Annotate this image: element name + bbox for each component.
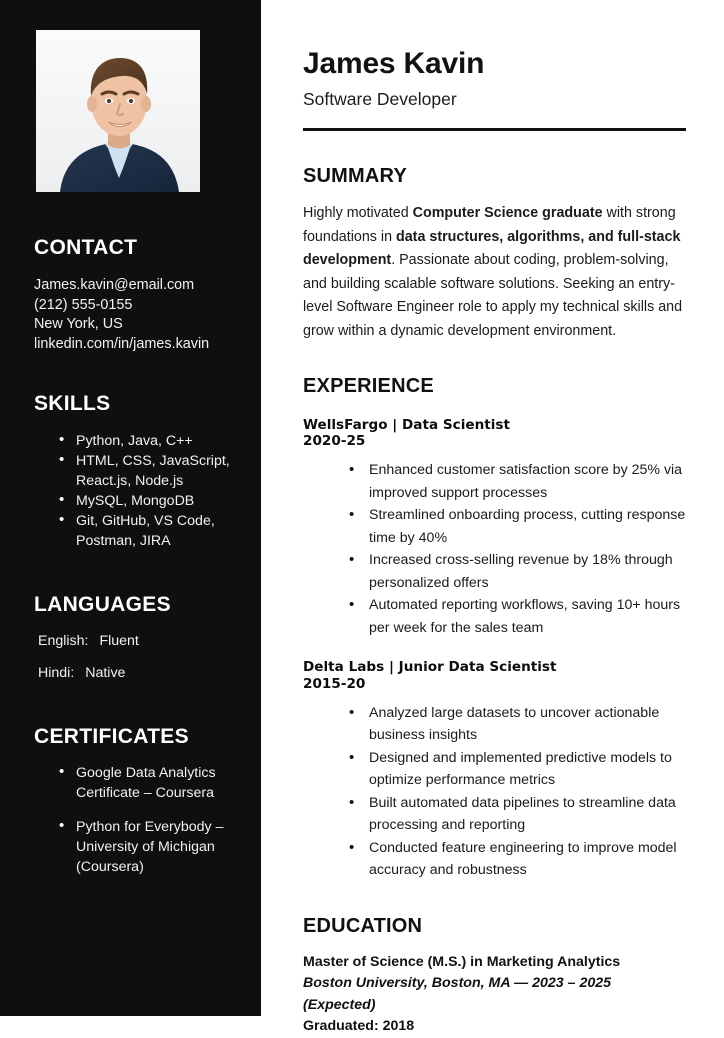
skills-heading: SKILLS bbox=[34, 392, 111, 416]
experience-bullets bbox=[303, 702, 686, 882]
language-name: English: bbox=[38, 632, 89, 649]
contact-phone[interactable]: (212) 555-0155 bbox=[34, 296, 133, 313]
languages-section bbox=[0, 593, 261, 683]
list-item: • Automated reporting workflows, saving 10+ hours per week for the sales team bbox=[349, 594, 686, 639]
skills-list bbox=[34, 431, 235, 551]
languages-list bbox=[38, 632, 235, 683]
skills-section bbox=[0, 392, 261, 550]
certificates-section bbox=[0, 725, 261, 877]
list-item: • Increased cross-selling revenue by 18% through personalized offers bbox=[349, 549, 686, 594]
contact-list bbox=[34, 276, 235, 354]
list-item bbox=[38, 632, 235, 651]
experience-title: WellsFargo | Data Scientist bbox=[303, 416, 511, 433]
education-graduated: Graduated: 2018 bbox=[303, 1018, 415, 1035]
certificates-heading: CERTIFICATES bbox=[34, 724, 189, 748]
education-entry bbox=[303, 952, 686, 1038]
experience-bullets bbox=[303, 459, 686, 639]
list-item: • Python for Everybody – University of Michigan (Coursera) bbox=[59, 817, 235, 877]
language-level: Fluent bbox=[99, 632, 139, 649]
experience-entry bbox=[303, 417, 686, 640]
contact-email[interactable]: James.kavin@email.com bbox=[34, 277, 195, 294]
contact-section bbox=[0, 236, 261, 354]
education-school: Boston University, Boston, MA — 2023 – 2025 (Expected) bbox=[303, 975, 612, 1013]
header-divider bbox=[303, 128, 686, 131]
job-title: Software Developer bbox=[303, 89, 457, 109]
list-item: • Conducted feature engineering to improve model accuracy and robustness bbox=[349, 837, 686, 882]
list-item: • Streamlined onboarding process, cutting response time by 40% bbox=[349, 504, 686, 549]
education-degree: Master of Science (M.S.) in Marketing Analytics bbox=[303, 953, 621, 970]
contact-linkedin[interactable]: linkedin.com/in/james.kavin bbox=[34, 335, 210, 352]
experience-dates: 2020-25 bbox=[303, 433, 366, 450]
summary-heading: SUMMARY bbox=[303, 165, 407, 187]
list-item: • MySQL, MongoDB bbox=[59, 491, 235, 511]
page-title: James Kavin bbox=[303, 47, 485, 80]
experience-entry bbox=[303, 659, 686, 882]
list-item: • Designed and implemented predictive models to optimize performance metrics bbox=[349, 747, 686, 792]
list-item bbox=[38, 664, 235, 683]
language-level: Native bbox=[85, 664, 126, 681]
list-item: • HTML, CSS, JavaScript, React.js, Node.js bbox=[59, 451, 235, 491]
list-item: • Analyzed large datasets to uncover actionable business insights bbox=[349, 702, 686, 747]
language-name: Hindi: bbox=[38, 664, 75, 681]
certificates-list bbox=[34, 763, 235, 877]
experience-heading: EXPERIENCE bbox=[303, 374, 434, 397]
list-item: • Built automated data pipelines to streamline data processing and reporting bbox=[349, 792, 686, 837]
profile-photo bbox=[36, 30, 200, 192]
education-heading: EDUCATION bbox=[303, 914, 423, 937]
languages-heading: LANGUAGES bbox=[34, 592, 171, 616]
summary-text: Highly motivated Computer Science graduate with strong foundations in data structures, algorithms, and full-stack development. Passionate about coding, problem-solving, and building scalable software solutions. Seeking an entry-level Software Engineer role to apply my technical skills and grow within a dynamic development environment. bbox=[303, 205, 683, 339]
list-item: • Git, GitHub, VS Code, Postman, JIRA bbox=[59, 511, 235, 551]
experience-title: Delta Labs | Junior Data Scientist bbox=[303, 659, 557, 676]
main-content bbox=[261, 0, 724, 1035]
contact-heading: CONTACT bbox=[34, 236, 138, 259]
list-item: • Python, Java, C++ bbox=[59, 431, 235, 451]
list-item: • Google Data Analytics Certificate – Coursera bbox=[59, 763, 235, 803]
profile-photo-illustration bbox=[36, 30, 200, 192]
list-item: • Enhanced customer satisfaction score by 25% via improved support processes bbox=[349, 459, 686, 504]
experience-dates: 2015-20 bbox=[303, 675, 366, 692]
contact-location: New York, US bbox=[34, 316, 123, 333]
sidebar bbox=[0, 0, 261, 1016]
